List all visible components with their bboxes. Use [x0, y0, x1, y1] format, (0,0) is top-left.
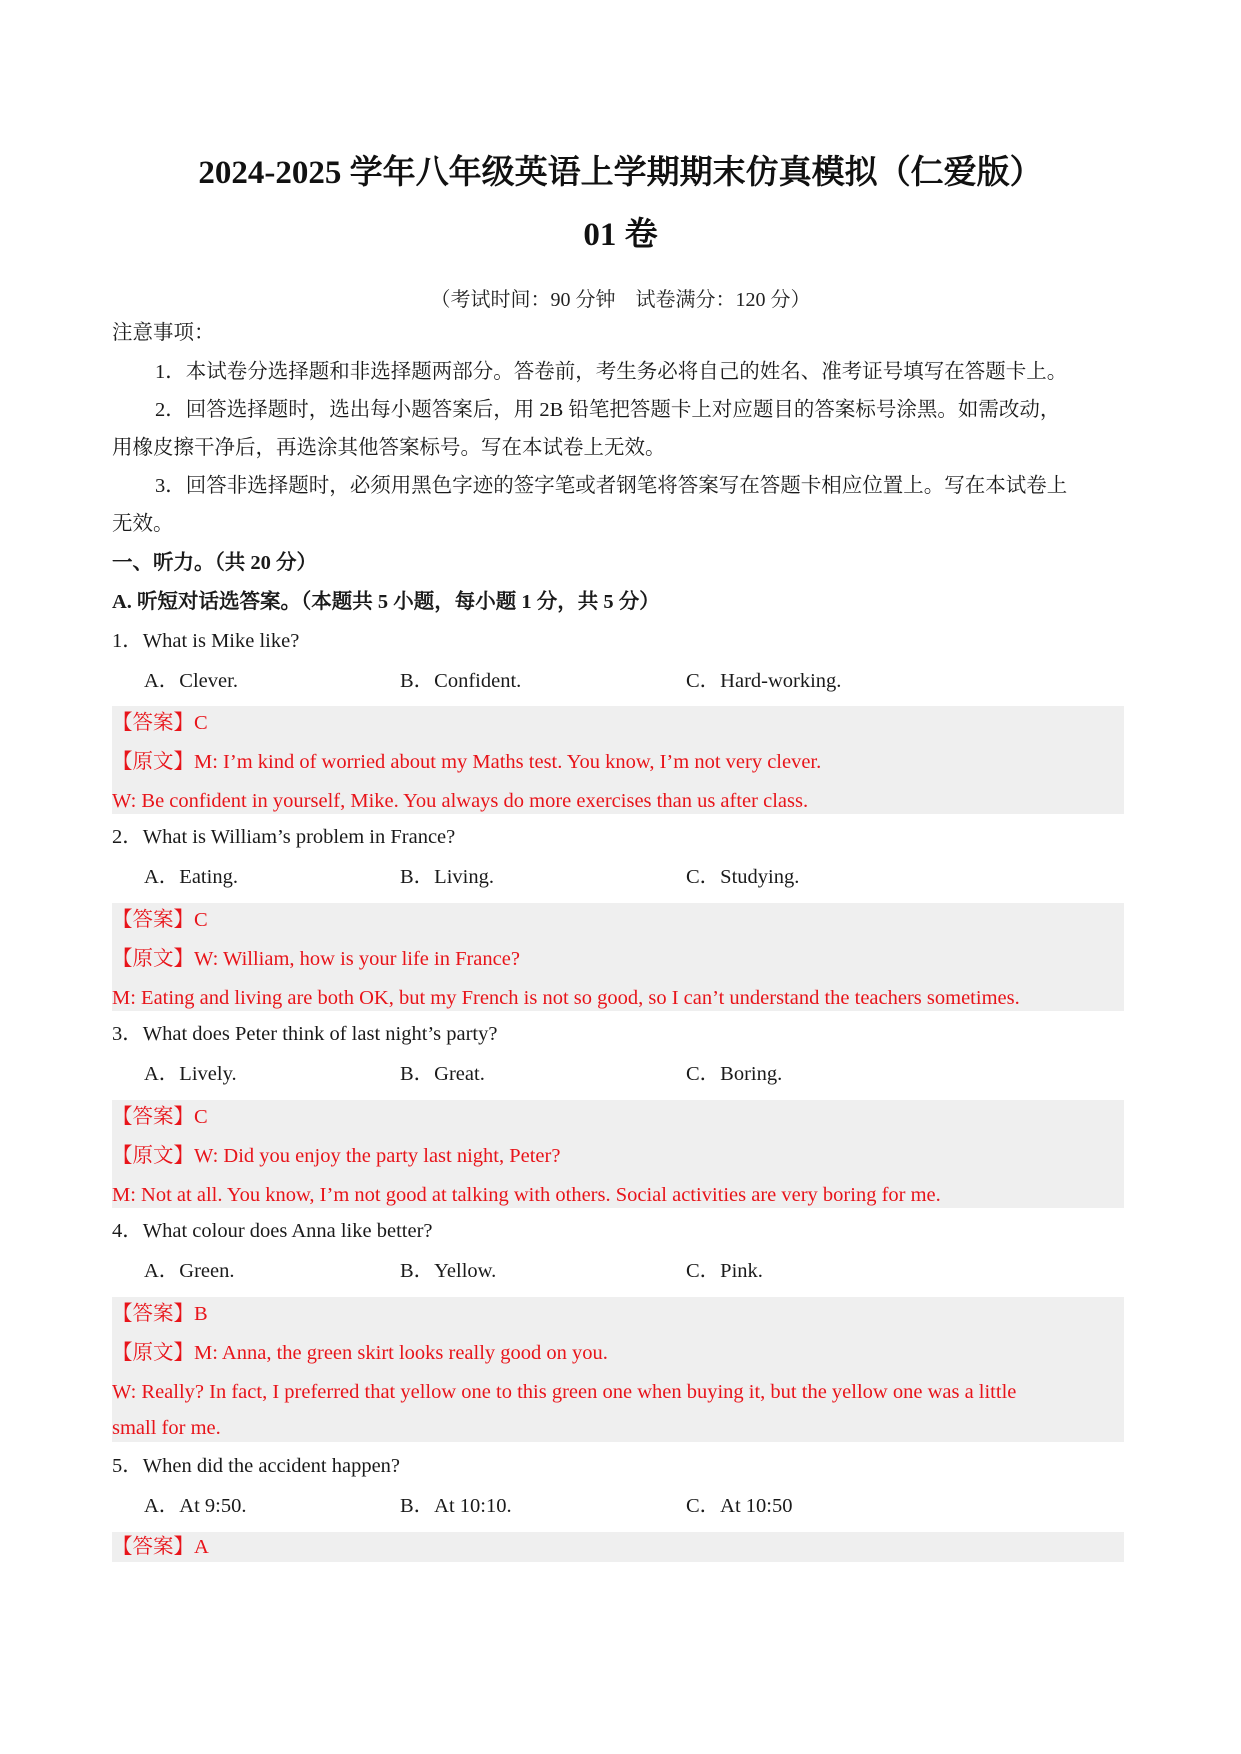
answer-1: 【答案】C: [112, 712, 208, 734]
script-line-3-2: M: Not at all. You know, I’m not good at talking with others. Social activities are very boring for me.: [112, 1184, 941, 1206]
exam-info: （考试时间：90 分钟 试卷满分：120 分）: [430, 289, 811, 311]
script-line-1-2: W: Be confident in yourself, Mike. You always do more exercises than us after class.: [112, 790, 809, 812]
page-title: 2024-2025 学年八年级英语上学期期末仿真模拟（仁爱版）: [198, 155, 1043, 191]
question-stem-1: 1．What is Mike like?: [112, 630, 300, 652]
question-stem-5: 5．When did the accident happen?: [112, 1455, 401, 1477]
answer-box-5: [112, 1532, 1124, 1562]
part-a-heading: A. 听短对话选答案。（本题共 5 小题，每小题 1 分，共 5 分）: [112, 591, 660, 613]
notes-heading: 注意事项：: [112, 322, 215, 344]
option-c-4: C．Pink.: [686, 1260, 763, 1282]
option-b-4: B．Yellow.: [400, 1260, 497, 1282]
script-line-4-1: 【原文】M: Anna, the green skirt looks really good on you.: [112, 1342, 608, 1364]
section-heading: 一、听力。（共 20 分）: [112, 552, 317, 574]
script-line-2-2: M: Eating and living are both OK, but my French is not so good, so I can’t understand the teachers sometimes.: [112, 987, 1020, 1009]
question-stem-4: 4．What colour does Anna like better?: [112, 1220, 433, 1242]
answer-box-2: [112, 903, 1124, 1011]
note-item-1: 1．本试卷分选择题和非选择题两部分。答卷前，考生务必将自己的姓名、准考证号填写在答题卡上。: [155, 361, 1068, 383]
note-item-3-line-1: 3．回答非选择题时，必须用黑色字迹的签字笔或者钢笔将答案写在答题卡相应位置上。写在本试卷上: [155, 475, 1068, 497]
option-b-2: B．Living.: [400, 866, 494, 888]
volume-label: 01 卷: [583, 217, 658, 253]
answer-4: 【答案】B: [112, 1303, 208, 1325]
option-b-3: B．Great.: [400, 1063, 485, 1085]
option-a-5: A．At 9:50.: [144, 1495, 247, 1517]
option-b-5: B．At 10:10.: [400, 1495, 512, 1517]
option-c-3: C．Boring.: [686, 1063, 783, 1085]
option-c-5: C．At 10:50: [686, 1495, 793, 1517]
answer-box-1: [112, 706, 1124, 814]
note-item-2-line-2: 用橡皮擦干净后，再选涂其他答案标号。写在本试卷上无效。: [112, 437, 666, 459]
option-c-1: C．Hard-working.: [686, 670, 842, 692]
script-line-1-1: 【原文】M: I’m kind of worried about my Maths test. You know, I’m not very clever.: [112, 751, 822, 773]
answer-2: 【答案】C: [112, 909, 208, 931]
script-line-4-2: W: Really? In fact, I preferred that yellow one to this green one when buying it, but the yellow one was a little: [112, 1381, 1017, 1403]
script-line-3-1: 【原文】W: Did you enjoy the party last night, Peter?: [112, 1145, 561, 1167]
option-c-2: C．Studying.: [686, 866, 800, 888]
answer-box-3: [112, 1100, 1124, 1208]
question-stem-3: 3．What does Peter think of last night’s party?: [112, 1023, 498, 1045]
option-a-2: A．Eating.: [144, 866, 238, 888]
option-a-3: A．Lively.: [144, 1063, 237, 1085]
option-a-1: A．Clever.: [144, 670, 238, 692]
script-line-4-3: small for me.: [112, 1417, 221, 1439]
question-stem-2: 2．What is William’s problem in France?: [112, 826, 456, 848]
note-item-3-line-2: 无效。: [112, 513, 174, 535]
answer-5: 【答案】A: [112, 1536, 209, 1558]
note-item-2-line-1: 2．回答选择题时，选出每小题答案后，用 2B 铅笔把答题卡上对应题目的答案标号涂黑。如需改动，: [155, 399, 1061, 421]
answer-3: 【答案】C: [112, 1106, 208, 1128]
option-a-4: A．Green.: [144, 1260, 235, 1282]
script-line-2-1: 【原文】W: William, how is your life in France?: [112, 948, 520, 970]
option-b-1: B．Confident.: [400, 670, 522, 692]
answer-box-4: [112, 1297, 1124, 1442]
